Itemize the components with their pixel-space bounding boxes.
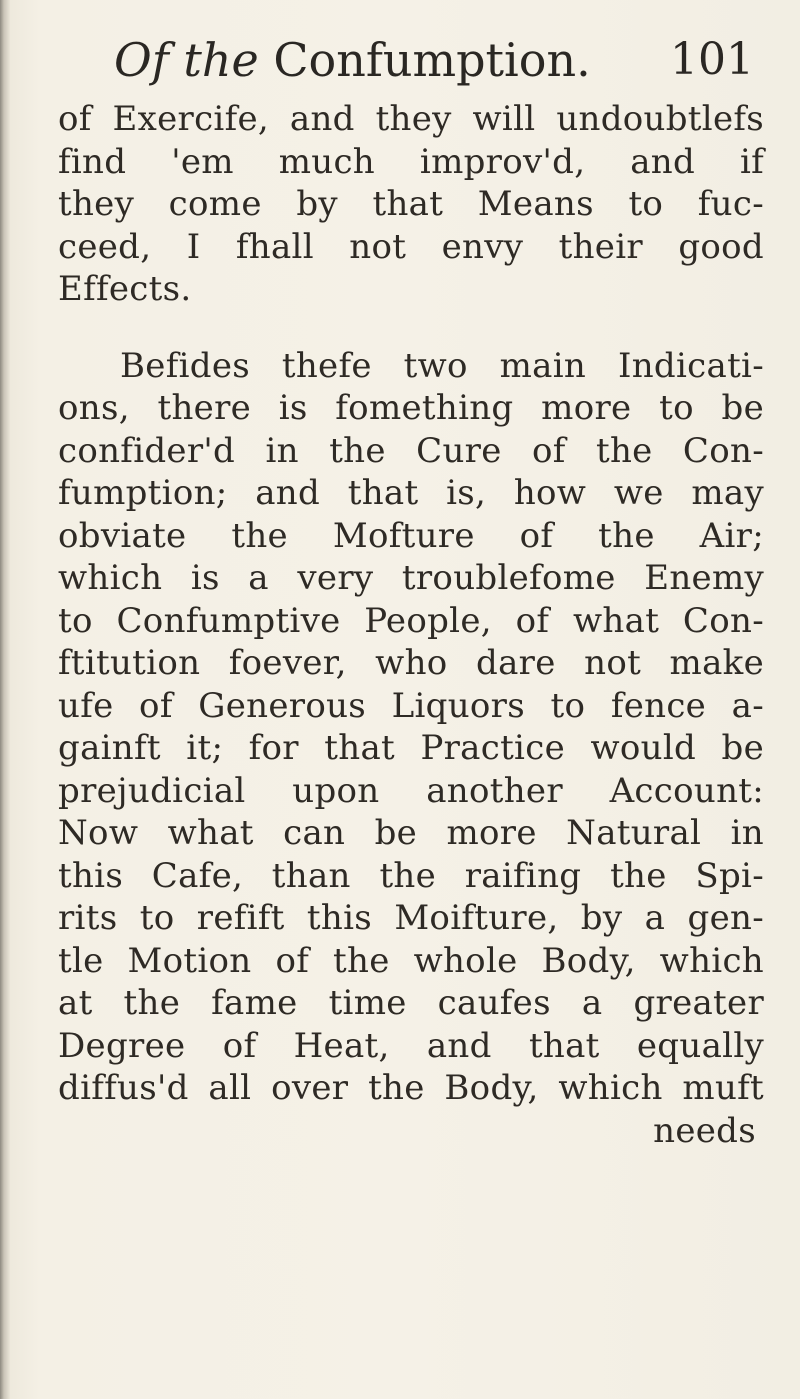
text-line: they come by that Means to fuc- <box>58 184 764 224</box>
text-line: ftitution foever, who dare not make <box>58 643 764 683</box>
text-line: ceed, I fhall not envy their good <box>58 226 764 267</box>
text-line: ufe of Generous Liquors to fence a- <box>58 685 764 726</box>
text-line: fumption; and that is, how we may <box>58 473 764 513</box>
page-header <box>114 28 754 98</box>
catchword: needs <box>653 1110 756 1151</box>
text-line: confider'd in the Cure of the Con- <box>58 430 764 471</box>
text-line: Effects. <box>58 269 192 309</box>
text-line: ons, there is fomething more to be <box>58 388 764 428</box>
text-line: to Confumptive People, of what Con- <box>58 600 764 641</box>
text-line: tle Motion of the whole Body, which <box>58 940 764 981</box>
page-gutter <box>0 0 10 1399</box>
paragraph-gap <box>58 311 764 345</box>
text-line: at the fame time caufes a greater <box>58 983 764 1023</box>
page-number: 101 <box>670 34 754 85</box>
running-title <box>114 28 591 92</box>
text-line: diffus'd all over the Body, which muft <box>58 1068 764 1108</box>
running-title-main: Confumption. <box>273 33 591 87</box>
body-text <box>58 98 764 1152</box>
text-line: Degree of Heat, and that equally <box>58 1025 764 1066</box>
paragraph-2 <box>58 345 764 1110</box>
text-line: obviate the Mofture of the Air; <box>58 515 764 556</box>
text-line: gainft it; for that Practice would be <box>58 728 764 768</box>
text-line: rits to refift this Moifture, by a gen- <box>58 898 764 938</box>
text-line: which is a very troublefome Enemy <box>58 558 764 598</box>
text-line-indented: Befides thefe two main Indicati- <box>120 345 764 386</box>
running-title-italic: Of the <box>114 33 259 87</box>
paragraph-1 <box>58 98 764 311</box>
text-line: prejudicial upon another Account: <box>58 770 764 811</box>
text-line: this Cafe, than the raifing the Spi- <box>58 855 764 896</box>
text-line: Now what can be more Natural in <box>58 813 764 853</box>
text-line: find 'em much improv'd, and if <box>58 141 764 182</box>
text-line: of Exercife, and they will undoubtlefs <box>58 99 764 139</box>
